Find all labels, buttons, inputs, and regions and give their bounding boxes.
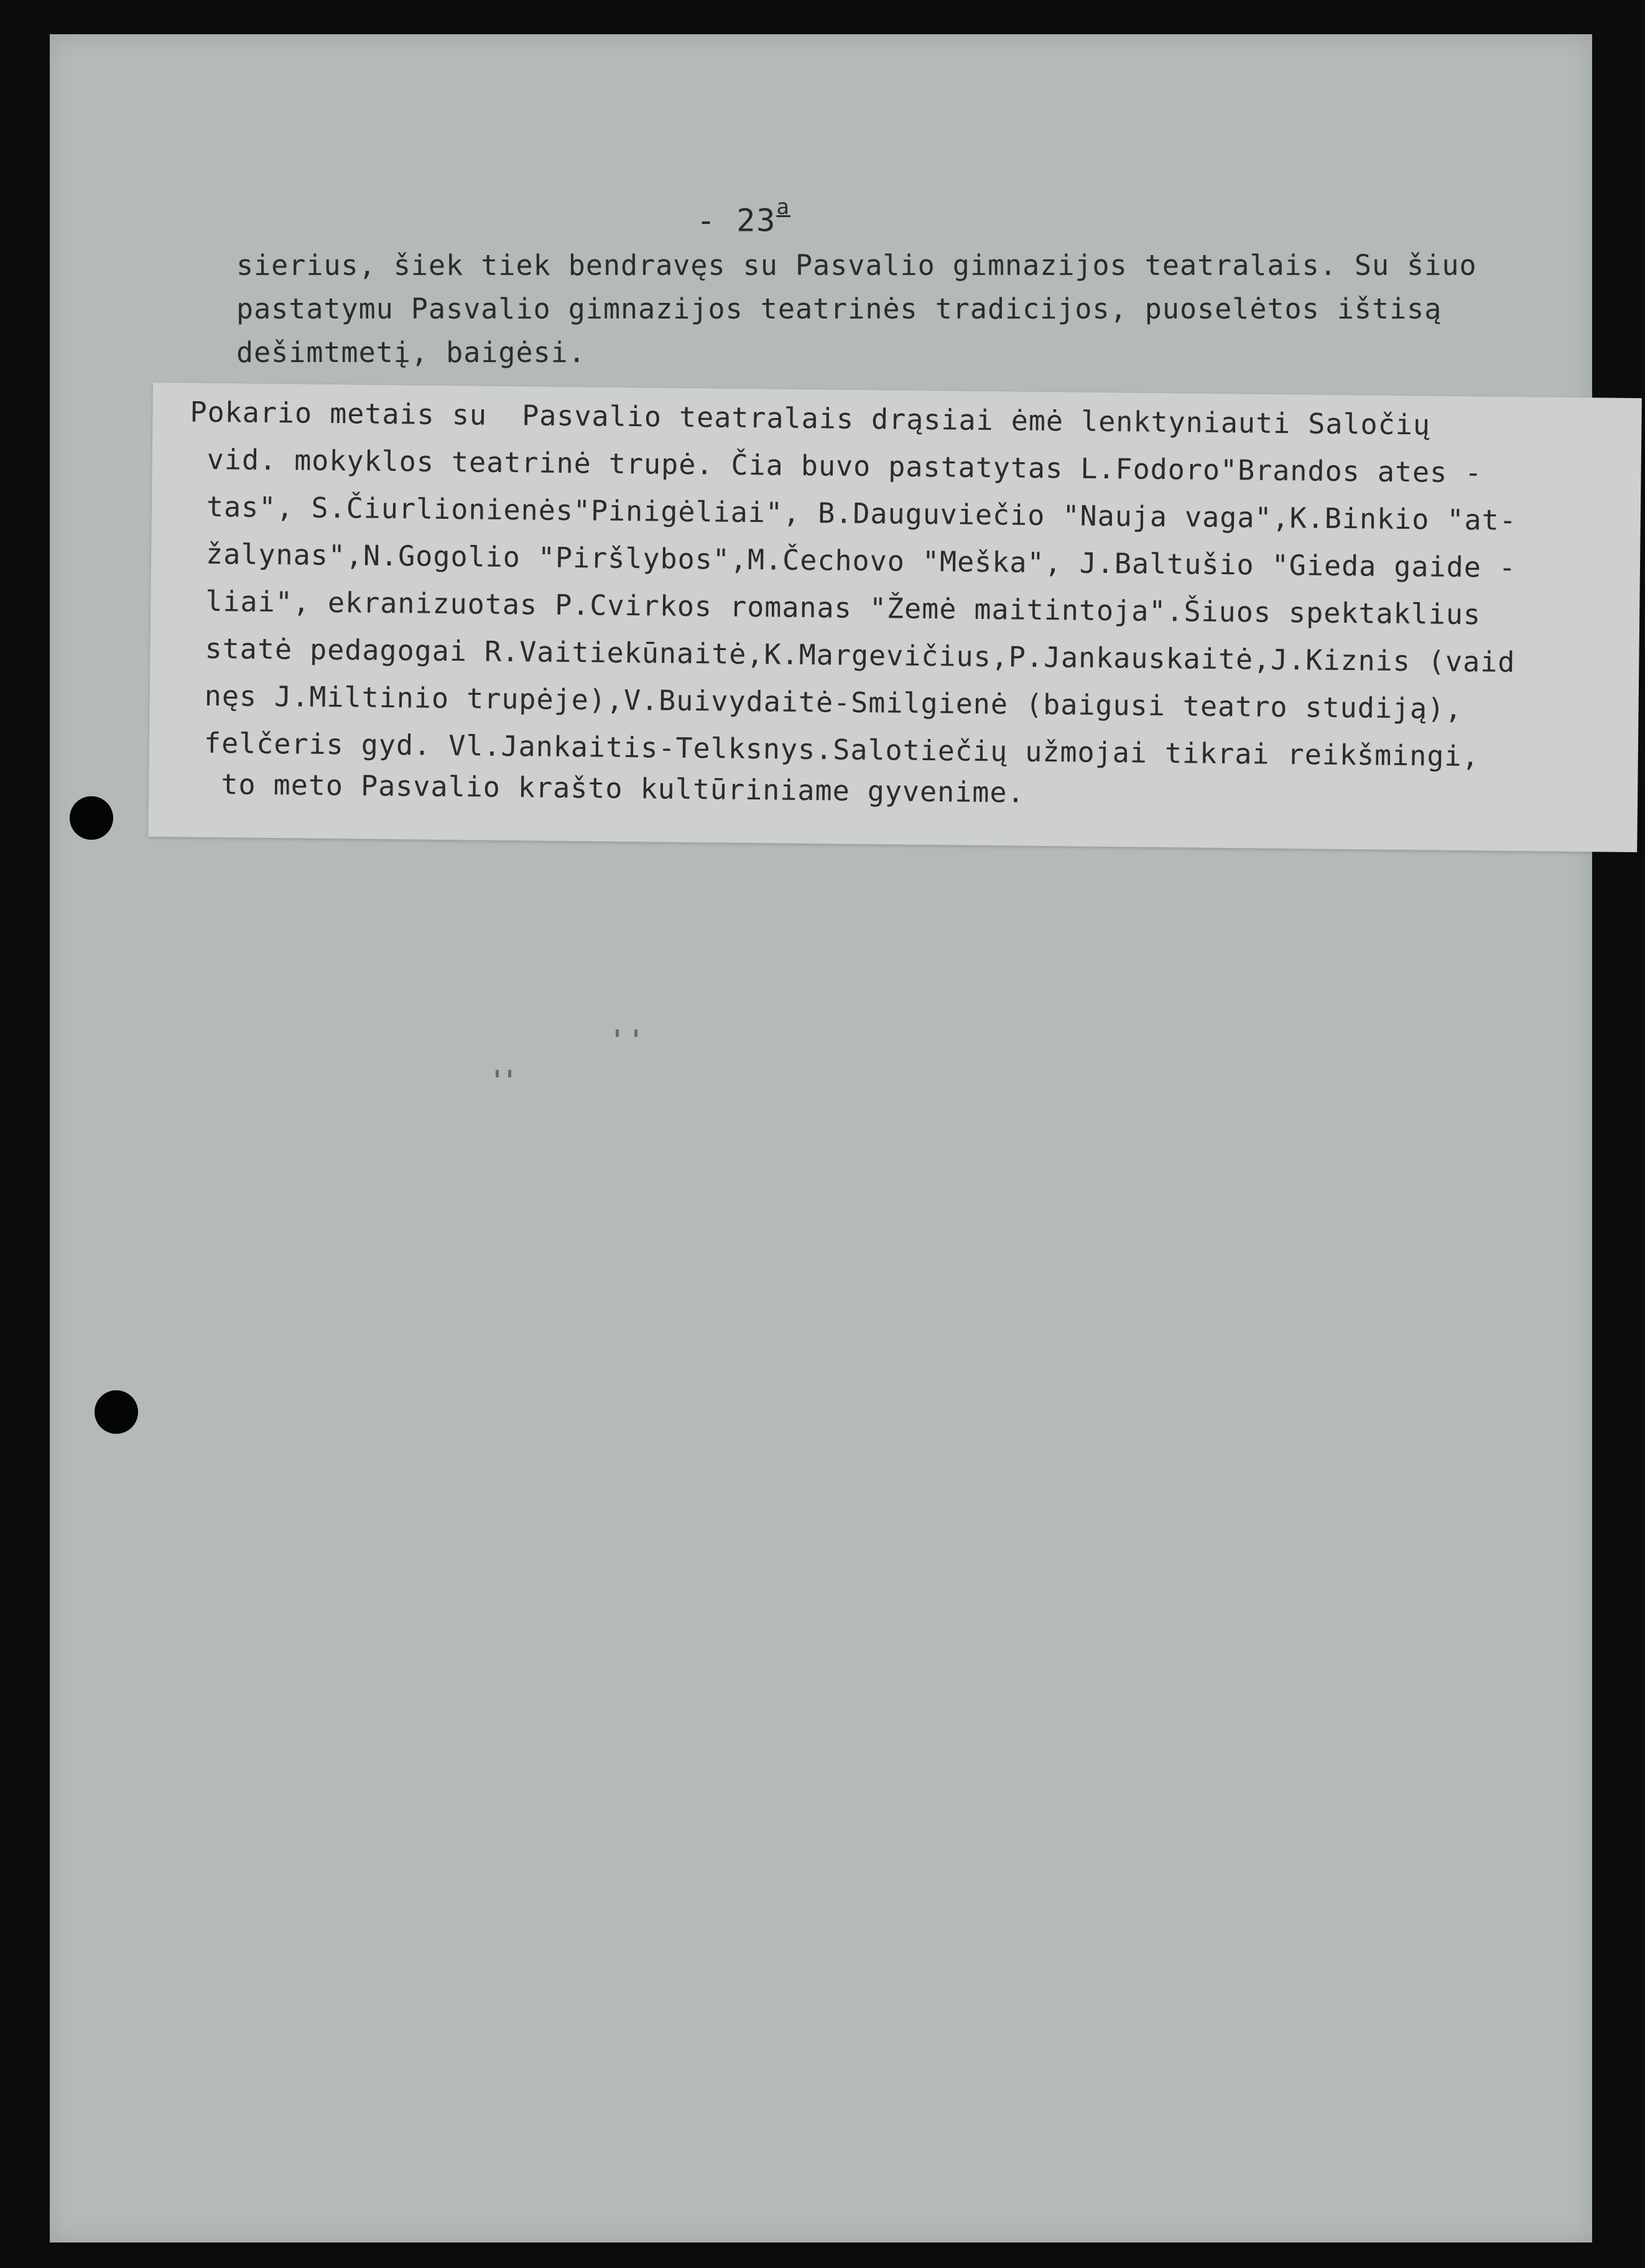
text-line: Pokario metais su Pasvalio teatralais drąsiai ėmė lenktyniauti Saločių <box>190 395 1431 442</box>
page-number-text: - 23 <box>697 202 777 239</box>
paper-speck <box>616 1029 619 1037</box>
paper-speck <box>496 1070 499 1077</box>
paper-speck <box>508 1070 511 1077</box>
text-line: liai", ekranizuotas P.Cvirkos romanas "Žemė maitintoja".Šiuos spektaklius <box>188 584 1481 631</box>
text-line: felčeris gyd. Vl.Jankaitis-Telksnys.Salotiečių užmojai tikrai reikšmingi, <box>186 726 1480 773</box>
text-line: sierius, šiek tiek bendravęs su Pasvalio gimnazijos teatralais. Su šiuo <box>236 249 1477 282</box>
page-number <box>697 195 790 239</box>
text-line: to meto Pasvalio krašto kultūriniame gyvenime. <box>185 767 1025 809</box>
text-line: tas", S.Čiurlionienės"Pinigėliai", B.Dauguviečio "Nauja vaga",K.Binkio "at- <box>188 490 1518 537</box>
paper-speck <box>634 1029 637 1037</box>
punch-hole <box>70 796 113 840</box>
text-line: vid. mokyklos teatrinė trupė. Čia buvo pastatytas L.Fodoro"Brandos ates - <box>189 442 1483 490</box>
punch-hole <box>95 1390 138 1434</box>
text-line: statė pedagogai R.Vaitiekūnaitė,K.Margevičius,P.Jankauskaitė,J.Kiznis (vaid <box>187 631 1516 679</box>
text-line: žalynas",N.Gogolio "Piršlybos",M.Čechovo "Meška", J.Baltušio "Gieda gaide - <box>188 537 1517 584</box>
page-number-suffix: a <box>776 195 790 220</box>
text-line: nęs J.Miltinio trupėje),V.Buivydaitė-Smilgienė (baigusi teatro studiją), <box>187 679 1463 726</box>
text-line: dešimtmetį, baigėsi. <box>236 336 586 369</box>
pasted-paper-strip <box>148 383 1642 852</box>
text-line: pastatymu Pasvalio gimnazijos teatrinės tradicijos, puoselėtos ištisą <box>236 292 1442 325</box>
document-page <box>50 34 1592 2242</box>
